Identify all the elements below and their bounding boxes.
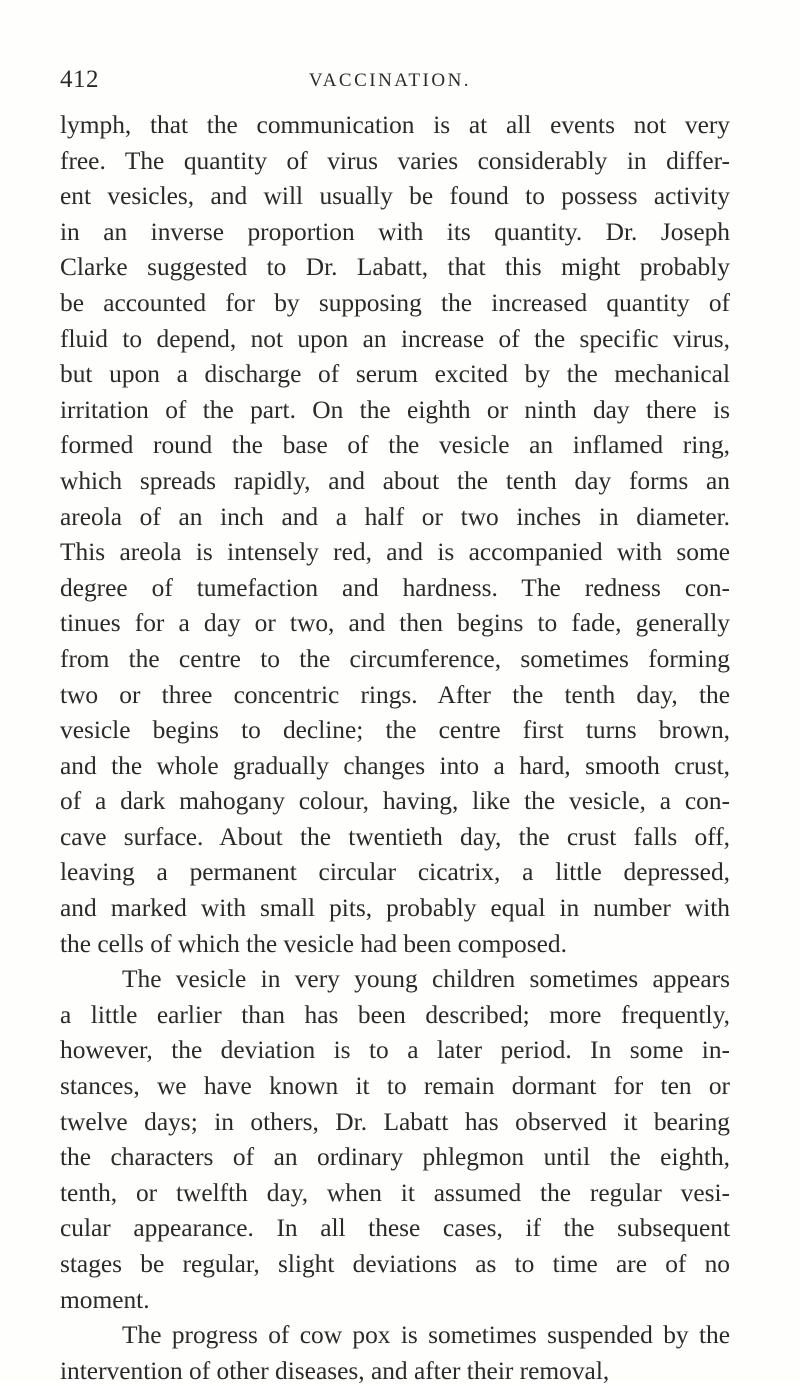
text-line: fluid to depend, not upon an increase of the specific virus, [60, 324, 730, 353]
running-title: VACCINATION. [308, 70, 472, 91]
text-line: moment. [60, 1285, 150, 1314]
page-number: 412 [60, 66, 99, 93]
paragraph [60, 1318, 730, 1389]
text-line: stances, we have known it to remain dormant for ten or [60, 1072, 730, 1101]
text-line: a little earlier than has been described; more frequently, [60, 1000, 730, 1029]
text-line: twelve days; in others, Dr. Labatt has observed it bearing [60, 1107, 730, 1136]
paragraph [60, 108, 730, 962]
text-line: tenth, or twelfth day, when it assumed the regular vesi- [60, 1178, 730, 1207]
text-line: This areola is intensely red, and is accompanied with some [60, 538, 730, 567]
text-line: cave surface. About the twentieth day, the crust falls off, [60, 822, 730, 851]
text-line: lymph, that the communication is at all events not very [60, 111, 730, 139]
text-line: vesicle begins to decline; the centre first turns brown, [60, 716, 730, 745]
text-line: leaving a permanent circular cicatrix, a little depressed, [60, 858, 730, 887]
text-line: two or three concentric rings. After the tenth day, the [60, 680, 730, 709]
text-line: the cells of which the vesicle had been composed. [60, 929, 567, 958]
text-line: of a dark mahogany colour, having, like the vesicle, a con- [60, 787, 730, 816]
text-line: irritation of the part. On the eighth or ninth day there is [60, 395, 730, 424]
text-line: in an inverse proportion with its quantity. Dr. Joseph [60, 217, 730, 246]
body-text [60, 108, 730, 1389]
text-line: be accounted for by supposing the increased quantity of [60, 288, 730, 317]
text-line: The progress of cow pox is sometimes suspended by the [122, 1321, 730, 1350]
text-line: areola of an inch and a half or two inches in diameter. [60, 502, 730, 531]
text-line: Clarke suggested to Dr. Labatt, that this might probably [60, 253, 730, 282]
text-line: The vesicle in very young children sometimes appears [122, 965, 730, 994]
text-line: stages be regular, slight deviations as to time are of no [60, 1250, 730, 1278]
text-line: ent vesicles, and will usually be found to possess activity [60, 182, 730, 211]
text-line: and the whole gradually changes into a hard, smooth crust, [60, 751, 730, 780]
text-line: from the centre to the circumference, sometimes forming [60, 644, 730, 673]
text-line: tinues for a day or two, and then begins to fade, generally [60, 609, 730, 638]
text-line: and marked with small pits, probably equal in number with [60, 894, 730, 923]
page-header [60, 66, 720, 100]
paragraph [60, 962, 730, 1318]
text-line: degree of tumefaction and hardness. The redness con- [60, 573, 730, 602]
text-line: the characters of an ordinary phlegmon until the eighth, [60, 1143, 730, 1172]
paragraph-container [60, 108, 730, 1389]
text-line: intervention of other diseases, and after their removal, [60, 1356, 610, 1385]
text-line: but upon a discharge of serum excited by the mechanical [60, 360, 730, 389]
text-line: free. The quantity of virus varies considerably in differ- [60, 146, 730, 175]
text-line: cular appearance. In all these cases, if the subsequent [60, 1214, 730, 1243]
text-line: however, the deviation is to a later period. In some in- [60, 1036, 730, 1065]
text-line: which spreads rapidly, and about the tenth day forms an [60, 466, 730, 495]
text-line: formed round the base of the vesicle an inflamed ring, [60, 431, 730, 460]
